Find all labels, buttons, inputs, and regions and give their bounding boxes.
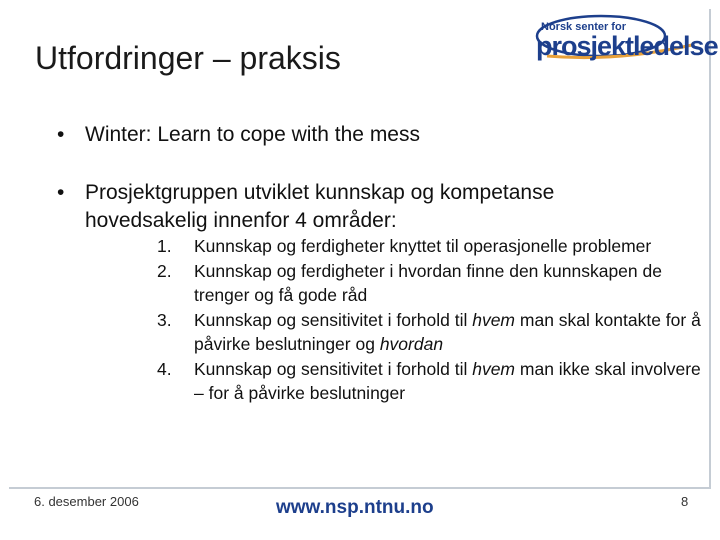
nsp-logo	[527, 12, 718, 68]
bullet-text: Winter: Learn to cope with the mess	[85, 123, 420, 146]
emphasis-text: hvem	[472, 358, 516, 379]
logo-wordmark: prosjektledelse	[536, 31, 718, 61]
emphasis-text: hvordan	[379, 334, 444, 354]
list-text: Kunnskap og ferdigheter i hvordan finne den kunnskapen de trenger og få gode råd	[194, 260, 662, 305]
logo-subtitle: Norsk senter for	[541, 21, 626, 33]
footer-date: 6. desember 2006	[34, 494, 139, 509]
numbered-list-item	[157, 234, 702, 259]
list-text: Kunnskap og sensitivitet i forhold til	[194, 309, 473, 330]
page-number: 8	[681, 494, 689, 509]
list-number: 3.	[157, 309, 172, 330]
numbered-list-item	[157, 308, 702, 357]
list-text: Kunnskap og ferdigheter knyttet til operasjonelle problemer	[194, 236, 652, 256]
bullet-marker: •	[57, 123, 65, 146]
slide-title: Utfordringer – praksis	[35, 40, 341, 76]
bullet-text: Prosjektgruppen utviklet kunnskap og kompetanse hovedsakelig innenfor 4 områder:	[85, 181, 555, 232]
list-number: 1.	[157, 236, 172, 256]
list-text: Kunnskap og sensitivitet i forhold til	[194, 358, 473, 379]
emphasis-text: hvem	[472, 309, 516, 330]
numbered-list	[157, 234, 702, 406]
bullet-marker: •	[57, 181, 65, 204]
footer-url[interactable]: www.nsp.ntnu.no	[276, 497, 434, 518]
list-number: 2.	[157, 260, 172, 281]
numbered-list-item	[157, 259, 702, 308]
list-text: man skal kontakte for å påvirke beslutninger og	[194, 309, 701, 354]
numbered-list-item	[157, 357, 702, 406]
list-text: man ikke skal involvere – for å påvirke beslutninger	[194, 358, 701, 403]
list-number: 4.	[157, 358, 172, 379]
